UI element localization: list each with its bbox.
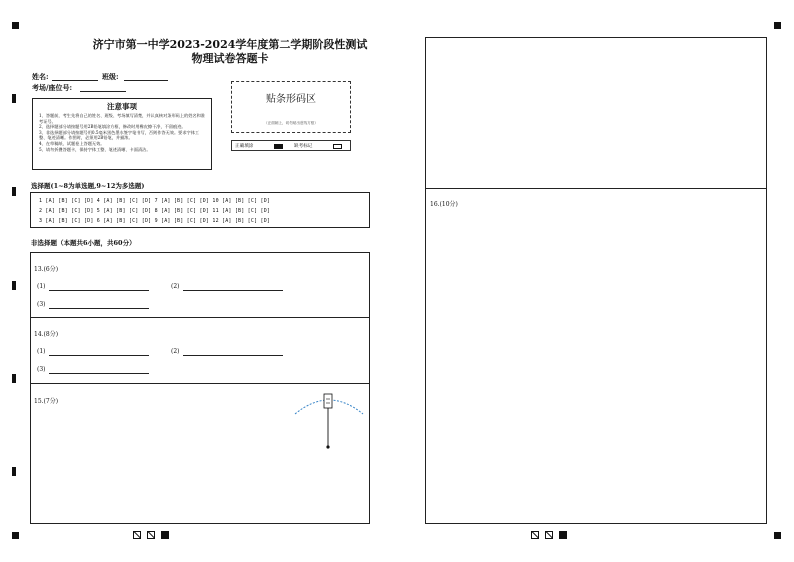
mc-row[interactable]: 3 [A] [B] [C] [D] 6 [A] [B] [C] [D] 9 [A] [B] [C] [D] 12 [A] [B] [C] [D]	[39, 218, 271, 224]
q13-blank-1[interactable]	[49, 290, 149, 291]
q14-answer-box[interactable]	[30, 317, 370, 384]
notice-title: 注意事项	[107, 102, 137, 111]
mc-row[interactable]: 1 [A] [B] [C] [D] 4 [A] [B] [C] [D] 7 [A] [B] [C] [D] 10 [A] [B] [C] [D]	[39, 198, 271, 204]
correct-fill-label: 正确填涂	[235, 144, 254, 149]
footer-mark	[133, 531, 141, 539]
q14-blank-1-label: (1)	[37, 348, 46, 355]
timing-mark	[12, 281, 16, 290]
footer-mark	[147, 531, 155, 539]
class-field[interactable]	[124, 80, 168, 81]
barcode-note: （正面朝上，切勿贴出虚线方框）	[264, 121, 318, 125]
q16-label: 16.(10分)	[430, 201, 458, 208]
seat-field[interactable]	[80, 91, 126, 92]
corner-mark-top-right	[774, 22, 781, 29]
notice-item: 5、请勿折叠答题卡，保持字体工整、笔迹清晰、卡面清洁。	[39, 146, 151, 152]
q13-blank-2-label: (2)	[171, 283, 180, 290]
q13-answer-box[interactable]	[30, 252, 370, 318]
q14-blank-3[interactable]	[49, 373, 149, 374]
timing-mark	[12, 467, 16, 476]
q14-blank-2-label: (2)	[171, 348, 180, 355]
barcode-area	[231, 81, 351, 133]
notice-item: 4、在草稿纸、试题卷上答题无效。	[39, 140, 105, 146]
footer-mark	[531, 531, 539, 539]
mc-answer-box	[30, 192, 370, 228]
q15-answer-box[interactable]	[30, 383, 370, 524]
notice-item: 1、答题前，考生先将自己的姓名、班级、考场填写清楚，并认真核对条形码上的姓名和准考证号。	[39, 113, 205, 124]
class-label: 班级:	[102, 72, 119, 81]
footer-mark	[559, 531, 567, 539]
mc-row[interactable]: 2 [A] [B] [C] [D] 5 [A] [B] [C] [D] 8 [A] [B] [C] [D] 11 [A] [B] [C] [D]	[39, 208, 271, 214]
notice-item: 2、选择题部分请按题号用2B铅笔填涂方框，修改时用橡皮擦干净，不留痕迹。	[39, 124, 186, 130]
correct-fill-sample	[274, 144, 283, 149]
timing-mark	[12, 94, 16, 103]
corner-mark-bottom-left	[12, 532, 19, 539]
fill-legend	[231, 140, 351, 151]
notice-item: 3、非选择题部分请按题号用0.5毫米黑色墨水签字笔书写，否则作答无效。要求字体工整、笔迹清晰。作图时，必须用2B铅笔，并描浓。	[39, 129, 200, 141]
q13-label: 13.(6分)	[34, 266, 59, 273]
timing-mark	[12, 374, 16, 383]
missing-mark-label: 缺考标记	[294, 144, 313, 149]
free-response-title: 非选择题（本题共6小题，共60分）	[31, 239, 136, 247]
footer-mark	[161, 531, 169, 539]
q14-blank-1[interactable]	[49, 355, 149, 356]
q14-blank-2[interactable]	[183, 355, 283, 356]
sheet-title-line2: 物理试卷答题卡	[191, 52, 269, 65]
sheet-title-line1: 济宁市第一中学2023-2024学年度第二学期阶段性测试	[92, 38, 368, 51]
seat-label: 考场/座位号:	[32, 83, 73, 92]
name-field[interactable]	[52, 80, 98, 81]
corner-mark-bottom-right	[774, 532, 781, 539]
q15-label: 15.(7分)	[34, 398, 59, 405]
q13-blank-1-label: (1)	[37, 283, 46, 290]
q13-blank-3[interactable]	[49, 308, 149, 309]
footer-mark	[545, 531, 553, 539]
right-answer-panel[interactable]	[425, 37, 767, 524]
name-label: 姓名:	[32, 72, 49, 81]
q13-blank-3-label: (3)	[37, 301, 46, 308]
q14-label: 14.(8分)	[34, 331, 59, 338]
q13-blank-2[interactable]	[183, 290, 283, 291]
q15-apparatus-diagram	[293, 390, 365, 452]
barcode-title: 贴条形码区	[266, 94, 316, 105]
q14-blank-3-label: (3)	[37, 366, 46, 373]
notice-box	[32, 98, 212, 170]
corner-mark-top-left	[12, 22, 19, 29]
panel-divider	[426, 188, 766, 189]
mc-section-title: 选择题(1~8为单选题,9~12为多选题)	[31, 182, 145, 190]
missing-mark-box[interactable]	[333, 144, 342, 149]
timing-mark	[12, 187, 16, 196]
